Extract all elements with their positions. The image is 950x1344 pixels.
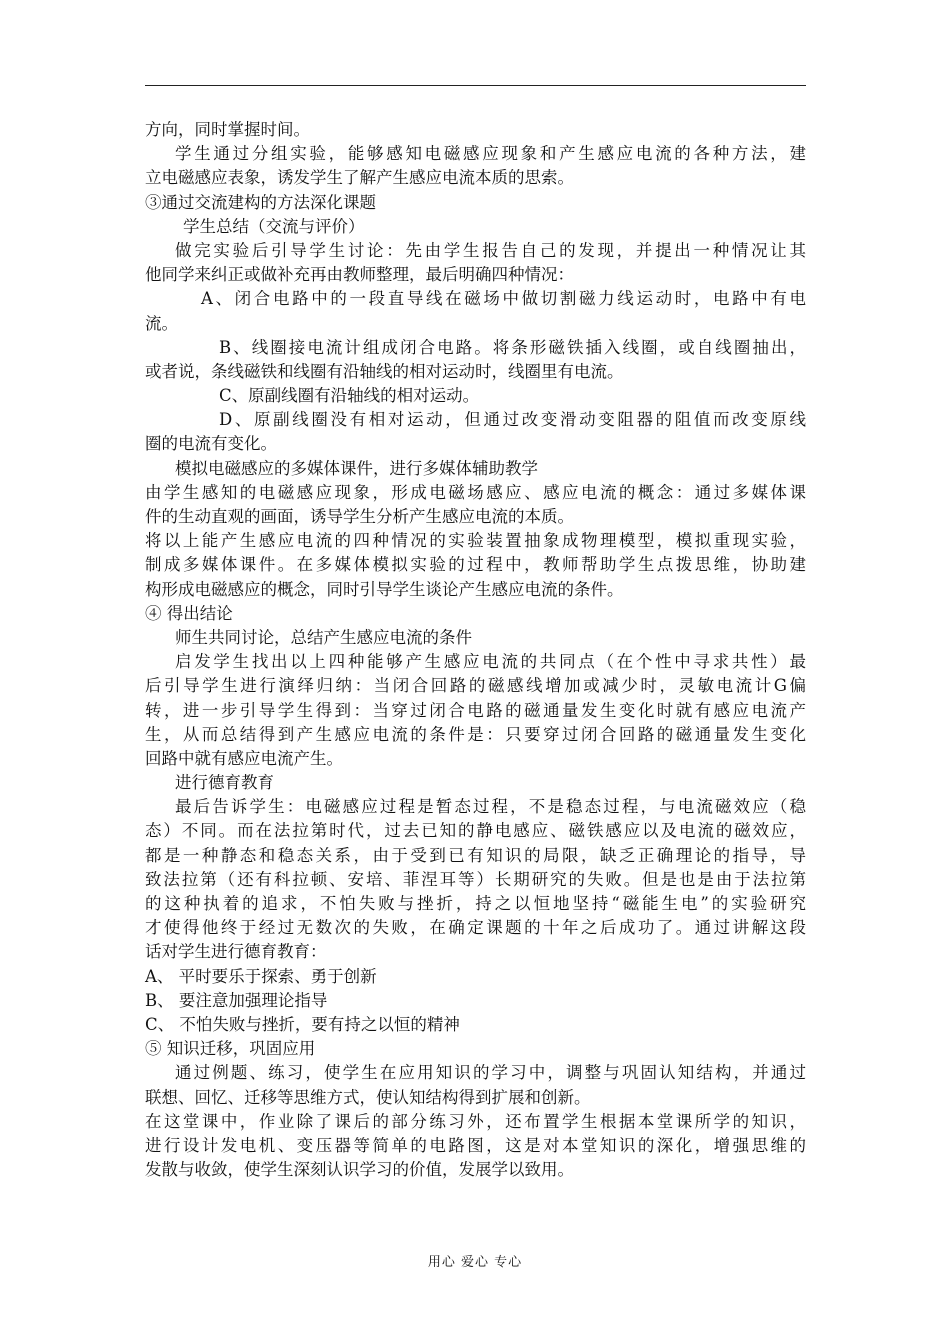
- text-line: 在这堂课中，作业除了课后的部分练习外，还布置学生根据本堂课所学的知识，: [145, 1111, 806, 1131]
- text-line: 圈的电流有变化。: [145, 434, 277, 454]
- text-line: 方向，同时掌握时间。: [145, 120, 310, 139]
- text-line: 做完实验后引导学生讨论：先由学生报告自己的发现，并提出一种情况让其: [175, 240, 806, 260]
- text-line: 构形成电磁感应的概念，同时引导学生谈论产生感应电流的条件。: [145, 579, 624, 599]
- text-line: 都是一种静态和稳态关系，由于受到已有知识的局限，缺乏正确理论的指导，导: [145, 845, 806, 865]
- text-line: 联想、回忆、迁移等思维方式，使认知结构得到扩展和创新。: [145, 1087, 591, 1107]
- text-line: A、闭合电路中的一段直导线在磁场中做切割磁力线运动时，电路中有电: [201, 289, 806, 309]
- text-line: 发散与收敛，使学生深刻认识学习的价值，发展学以致用。: [145, 1160, 574, 1180]
- text-line: 话对学生进行德育教育：: [145, 942, 327, 962]
- text-line: 启发学生找出以上四种能够产生感应电流的共同点（在个性中寻求共性）最: [175, 652, 806, 672]
- text-line: 流。: [145, 313, 178, 333]
- text-line: 回路中就有感应电流产生。: [145, 748, 343, 768]
- text-line: 的这种执着的追求，不怕失败与挫折，持之以恒地坚持“磁能生电”的实验研究: [145, 894, 806, 913]
- text-line: 进行德育教育: [175, 773, 274, 793]
- text-line: 进行设计发电机、变压器等简单的电路图，这是对本堂知识的深化，增强思维的: [145, 1135, 806, 1155]
- text-line: 态）不同。而在法拉第时代，过去已知的静电感应、磁铁感应以及电流的磁效应，: [145, 821, 806, 841]
- page-footer: 用心 爱心 专心: [427, 1255, 523, 1270]
- text-line: 立电磁感应表象，诱发学生了解产生感应电流本质的思索。: [145, 168, 574, 188]
- text-line: 最后告诉学生：电磁感应过程是暂态过程，不是稳态过程，与电流磁效应（稳: [175, 797, 806, 817]
- text-line: ④ 得出结论: [145, 603, 233, 623]
- text-line: B、 要注意加强理论指导: [145, 990, 328, 1010]
- text-line: 他同学来纠正或做补充再由教师整理，最后明确四种情况：: [145, 265, 574, 285]
- text-line: 件的生动直观的画面，诱导学生分析产生感应电流的本质。: [145, 507, 574, 526]
- text-line: 后引导学生进行演绎归纳：当闭合回路的磁感线增加或减少时，灵敏电流计G偏: [145, 676, 806, 696]
- text-line: 学生通过分组实验，能够感知电磁感应现象和产生感应电流的各种方法，建: [175, 144, 806, 164]
- text-line: 转，进一步引导学生得到：当穿过闭合电路的磁通量发生变化时就有感应电流产: [145, 700, 806, 720]
- text-line: 制成多媒体课件。在多媒体模拟实验的过程中，教师帮助学生点拨思维，协助建: [145, 555, 806, 575]
- text-line: 模拟电磁感应的多媒体课件，进行多媒体辅助教学: [175, 458, 538, 478]
- text-line: 通过例题、练习，使学生在应用知识的学习中，调整与巩固认知结构，并通过: [175, 1063, 806, 1083]
- text-line: A、 平时要乐于探索、勇于创新: [145, 966, 377, 986]
- text-line: C、原副线圈有沿轴线的相对运动。: [219, 386, 480, 406]
- text-line: 由学生感知的电磁感应现象，形成电磁场感应、感应电流的概念：通过多媒体课: [145, 482, 806, 502]
- text-line: ③通过交流建构的方法深化课题: [145, 192, 376, 212]
- text-line: ⑤ 知识迁移，巩固应用: [145, 1039, 316, 1059]
- text-line: 生，从而总结得到产生感应电流的条件是：只要穿过闭合回路的磁通量发生变化: [145, 724, 806, 744]
- text-line: C、 不怕失败与挫折，要有持之以恒的精神: [145, 1014, 460, 1034]
- text-line: D、原副线圈没有相对运动，但通过改变滑动变阻器的阻值而改变原线: [219, 410, 806, 430]
- text-line: 将以上能产生感应电流的四种情况的实验装置抽象成物理模型，模拟重现实验，: [145, 531, 806, 551]
- text-line: 致法拉第（还有科拉顿、安培、菲涅耳等）长期研究的失败。但是也是由于法拉第: [145, 869, 806, 889]
- text-line: 学生总结（交流与评价）: [183, 216, 365, 236]
- text-line: 或者说，条线磁铁和线圈有沿轴线的相对运动时，线圈里有电流。: [145, 361, 624, 381]
- text-line: B、线圈接电流计组成闭合电路。将条形磁铁插入线圈，或自线圈抽出，: [219, 337, 806, 357]
- header-rule: [145, 85, 806, 86]
- text-line: 才使得他终于经过无数次的失败，在确定课题的十年之后成功了。通过讲解这段: [145, 918, 806, 938]
- text-line: 师生共同讨论，总结产生感应电流的条件: [175, 627, 472, 647]
- document-body: [145, 118, 806, 1182]
